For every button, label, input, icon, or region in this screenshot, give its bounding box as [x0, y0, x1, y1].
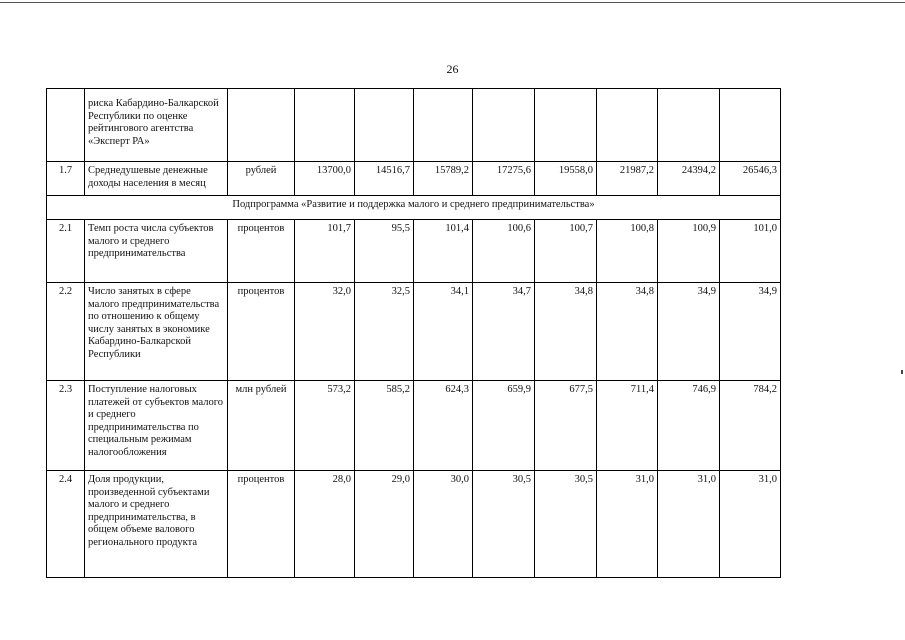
value-cell: 34,8 — [597, 283, 658, 381]
value-cell: 31,0 — [720, 471, 781, 578]
value-cell: 659,9 — [473, 381, 535, 471]
value-cell: 100,6 — [473, 220, 535, 283]
value-cell: 677,5 — [535, 381, 597, 471]
table-row — [47, 162, 781, 196]
value-cell: 784,2 — [720, 381, 781, 471]
value-cell: 30,0 — [414, 471, 473, 578]
value-cell: 17275,6 — [473, 162, 535, 196]
value-cell: 95,5 — [355, 220, 414, 283]
value-cell: 624,3 — [414, 381, 473, 471]
row-number: 2.2 — [47, 283, 85, 381]
table-row — [47, 220, 781, 283]
value-cell — [597, 89, 658, 162]
table-row — [47, 471, 781, 578]
value-cell: 30,5 — [535, 471, 597, 578]
value-cell: 34,8 — [535, 283, 597, 381]
unit-cell: процентов — [228, 283, 295, 381]
value-cell: 34,9 — [658, 283, 720, 381]
value-cell: 573,2 — [295, 381, 355, 471]
value-cell: 34,9 — [720, 283, 781, 381]
value-cell: 585,2 — [355, 381, 414, 471]
row-number: 2.1 — [47, 220, 85, 283]
value-cell: 31,0 — [597, 471, 658, 578]
unit-cell — [228, 89, 295, 162]
indicators-table — [46, 88, 781, 578]
indicator-name: Число занятых в сфере малого предпринимательства по отношению к общему числу занятых в экономике Кабардино-Балкарской Республики — [85, 283, 228, 381]
value-cell: 14516,7 — [355, 162, 414, 196]
value-cell: 101,7 — [295, 220, 355, 283]
value-cell: 100,7 — [535, 220, 597, 283]
value-cell: 26546,3 — [720, 162, 781, 196]
value-cell: 34,7 — [473, 283, 535, 381]
value-cell: 31,0 — [658, 471, 720, 578]
value-cell: 32,5 — [355, 283, 414, 381]
value-cell — [720, 89, 781, 162]
indicator-name: Доля продукции, произведенной субъектами малого и среднего предпринимательства, в общем объеме валового регионального продукта — [85, 471, 228, 578]
value-cell: 32,0 — [295, 283, 355, 381]
value-cell: 100,8 — [597, 220, 658, 283]
value-cell: 28,0 — [295, 471, 355, 578]
subprogram-title: Подпрограмма «Развитие и поддержка малого и среднего предпринимательства» — [47, 196, 781, 220]
value-cell: 21987,2 — [597, 162, 658, 196]
table-body-before — [47, 89, 781, 196]
table-row — [47, 283, 781, 381]
value-cell: 711,4 — [597, 381, 658, 471]
indicator-name: Среднедушевые денежные доходы населения в месяц — [85, 162, 228, 196]
value-cell — [414, 89, 473, 162]
value-cell: 34,1 — [414, 283, 473, 381]
value-cell — [535, 89, 597, 162]
scan-top-edge — [0, 2, 905, 3]
value-cell: 29,0 — [355, 471, 414, 578]
table-row — [47, 381, 781, 471]
value-cell: 100,9 — [658, 220, 720, 283]
table-row — [47, 89, 781, 162]
subprogram-section — [47, 196, 781, 220]
indicator-name: риска Кабардино-Балкарской Республики по оценке рейтингового агентства «Эксперт РА» — [85, 89, 228, 162]
value-cell: 101,4 — [414, 220, 473, 283]
value-cell: 19558,0 — [535, 162, 597, 196]
unit-cell: млн рублей — [228, 381, 295, 471]
value-cell: 746,9 — [658, 381, 720, 471]
value-cell — [355, 89, 414, 162]
value-cell: 24394,2 — [658, 162, 720, 196]
scan-edge-mark — [901, 370, 903, 374]
value-cell: 30,5 — [473, 471, 535, 578]
value-cell: 15789,2 — [414, 162, 473, 196]
value-cell — [473, 89, 535, 162]
row-number: 2.4 — [47, 471, 85, 578]
table-body-after — [47, 220, 781, 578]
value-cell: 101,0 — [720, 220, 781, 283]
row-number — [47, 89, 85, 162]
value-cell: 13700,0 — [295, 162, 355, 196]
page-number: 26 — [446, 62, 459, 76]
indicator-name: Темп роста числа субъектов малого и среднего предпринимательства — [85, 220, 228, 283]
unit-cell: процентов — [228, 471, 295, 578]
value-cell — [295, 89, 355, 162]
row-number: 2.3 — [47, 381, 85, 471]
unit-cell: процентов — [228, 220, 295, 283]
unit-cell: рублей — [228, 162, 295, 196]
indicator-name: Поступление налоговых платежей от субъектов малого и среднего предпринимательства по специальным режимам налогообложения — [85, 381, 228, 471]
value-cell — [658, 89, 720, 162]
row-number: 1.7 — [47, 162, 85, 196]
